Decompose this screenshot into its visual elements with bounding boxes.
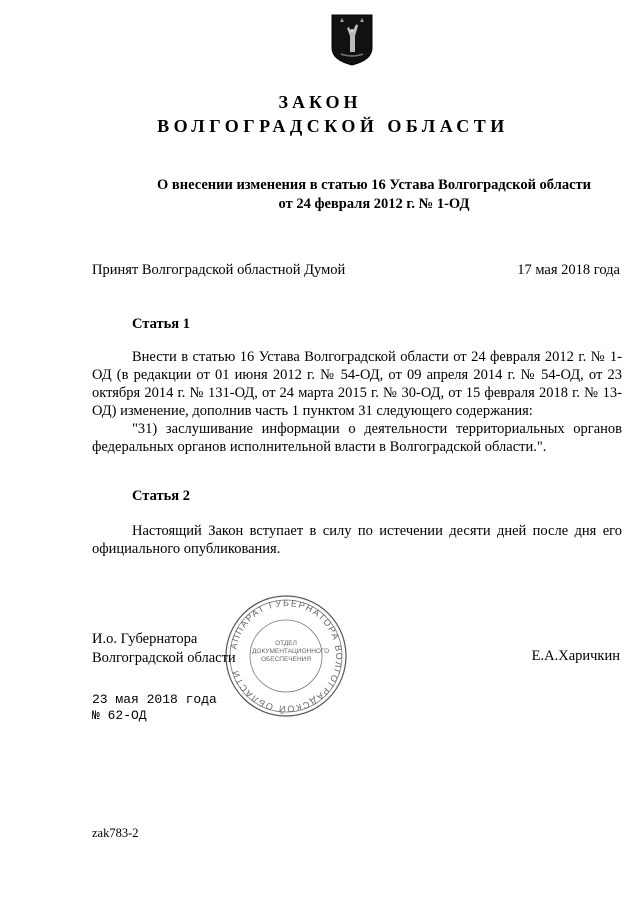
stamp-outer-text: АППАРАТ ГУБЕРНАТОРА ВОЛГОГРАДСКОЙ ОБЛАСТИ — [228, 597, 345, 715]
article-2-body — [92, 522, 622, 558]
registration-number: № 62-ОД — [92, 708, 147, 723]
article-1-quote: "31) заслушивание информации о деятельности территориальных органов федеральных органов исполнительной власти в Волгоградской области.". — [92, 421, 622, 455]
document-code: zak783-2 — [92, 826, 139, 840]
signatory-position-line-2: Волгоградской области — [92, 650, 236, 666]
article-1-heading: Статья 1 — [132, 316, 190, 332]
signatory-position-line-1: И.о. Губернатора — [92, 631, 198, 647]
coat-of-arms-emblem — [331, 14, 373, 66]
adoption-date: 17 мая 2018 года — [517, 262, 620, 278]
article-1-body — [92, 348, 622, 456]
stamp-inner-text: ОТДЕЛ ДОКУМЕНТАЦИОННОГО ОБЕСПЕЧЕНИЯ — [252, 640, 330, 663]
subtitle-line-2: от 24 февраля 2012 г. № 1-ОД — [278, 196, 470, 212]
document-subtitle — [90, 176, 620, 214]
article-2-heading: Статья 2 — [132, 488, 190, 504]
signatory-position — [92, 630, 236, 668]
official-stamp — [224, 594, 348, 718]
article-1-paragraph: Внести в статью 16 Устава Волгоградской области от 24 февраля 2012 г. № 1-ОД (в редакции от 01 июня 2012 г. № 54-ОД, от 09 апреля 2014 г. № 54-ОД, от 23 октября 2014 г. № 131-ОД, от 24 марта 2015 г. № 30-ОД, от 15 февраля 2018 г. № 13-ОД) изменение, дополнив часть 1 пунктом 31 следующего содержания: — [92, 349, 622, 419]
document-title: ЗАКОН — [278, 92, 362, 112]
volgograd-coat-of-arms-icon — [331, 14, 373, 66]
article-2-paragraph: Настоящий Закон вступает в силу по истечении десяти дней после дня его официального опубликования. — [92, 523, 622, 557]
signatory-name: Е.А.Харичкин — [531, 648, 620, 664]
adoption-text: Принят Волгоградской областной Думой — [92, 262, 346, 278]
round-seal-icon — [224, 594, 348, 718]
subtitle-line-1: О внесении изменения в статью 16 Устава Волгоградской области — [157, 177, 591, 193]
document-title-region: ВОЛГОГРАДСКОЙ ОБЛАСТИ — [157, 116, 509, 136]
registration-date: 23 мая 2018 года — [92, 692, 217, 707]
